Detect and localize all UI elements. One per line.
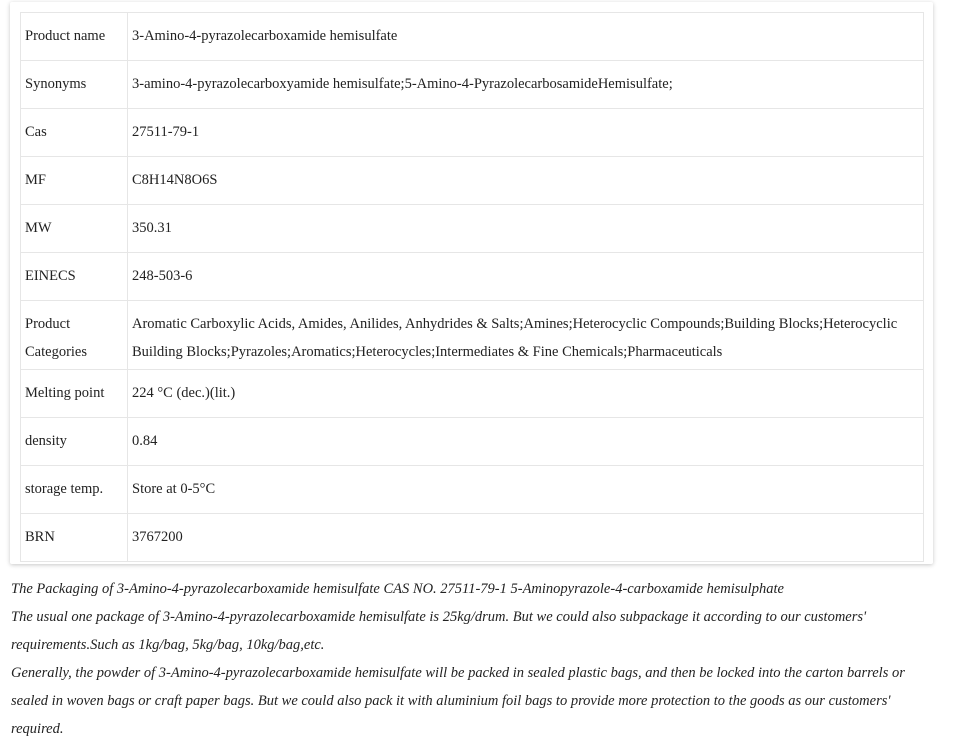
- product-properties-table: [20, 12, 924, 562]
- product-properties-card: [10, 2, 933, 564]
- property-value: 224 °C (dec.)(lit.): [128, 370, 924, 418]
- property-label: MF: [21, 157, 128, 205]
- property-value: 27511-79-1: [128, 109, 924, 157]
- property-value: 248-503-6: [128, 253, 924, 301]
- table-row: [21, 253, 924, 301]
- property-label: Product Categories: [21, 301, 128, 370]
- property-value: Store at 0-5°C: [128, 466, 924, 514]
- property-label: density: [21, 418, 128, 466]
- property-label: MW: [21, 205, 128, 253]
- table-row: [21, 109, 924, 157]
- property-value: 0.84: [128, 418, 924, 466]
- property-value: 3-amino-4-pyrazolecarboxyamide hemisulfate;5-Amino-4-PyrazolecarbosamideHemisulfate;: [128, 61, 924, 109]
- table-row: [21, 370, 924, 418]
- packaging-paragraph: The usual one package of 3-Amino-4-pyrazolecarboxamide hemisulfate is 25kg/drum. But we could also subpackage it according to our customers' requirements.Such as 1kg/bag, 5kg/bag, 10kg/bag,etc.: [11, 609, 867, 653]
- property-label: Cas: [21, 109, 128, 157]
- property-label: Product name: [21, 13, 128, 61]
- table-row: [21, 205, 924, 253]
- table-row: [21, 466, 924, 514]
- property-label: storage temp.: [21, 466, 128, 514]
- packaging-paragraph: Generally, the powder of 3-Amino-4-pyrazolecarboxamide hemisulfate will be packed in sealed plastic bags, and then be locked into the carton barrels or sealed in woven bags or craft paper bags. But we could also pack it with aluminium foil bags to provide more protection to the goods as our customers' required.: [11, 665, 905, 737]
- property-label: EINECS: [21, 253, 128, 301]
- property-label: Synonyms: [21, 61, 128, 109]
- property-value: C8H14N8O6S: [128, 157, 924, 205]
- table-row: [21, 13, 924, 61]
- table-row: [21, 418, 924, 466]
- table-row: [21, 61, 924, 109]
- table-row: [21, 301, 924, 370]
- property-value: 350.31: [128, 205, 924, 253]
- property-value: 3767200: [128, 514, 924, 562]
- property-value: Aromatic Carboxylic Acids, Amides, Anilides, Anhydrides & Salts;Amines;Heterocyclic Compounds;Building Blocks;Heterocyclic Building Blocks;Pyrazoles;Aromatics;Heterocycles;Intermediates & Fine Chemicals;Pharmaceuticals: [128, 301, 924, 370]
- property-label: Melting point: [21, 370, 128, 418]
- packaging-heading: The Packaging of 3-Amino-4-pyrazolecarboxamide hemisulfate CAS NO. 27511-79-1 5-Aminopyrazole-4-carboxamide hemisulphate: [11, 581, 784, 597]
- property-label: BRN: [21, 514, 128, 562]
- table-row: [21, 514, 924, 562]
- table-row: [21, 157, 924, 205]
- property-value: 3-Amino-4-pyrazolecarboxamide hemisulfate: [128, 13, 924, 61]
- packaging-description: [11, 575, 941, 743]
